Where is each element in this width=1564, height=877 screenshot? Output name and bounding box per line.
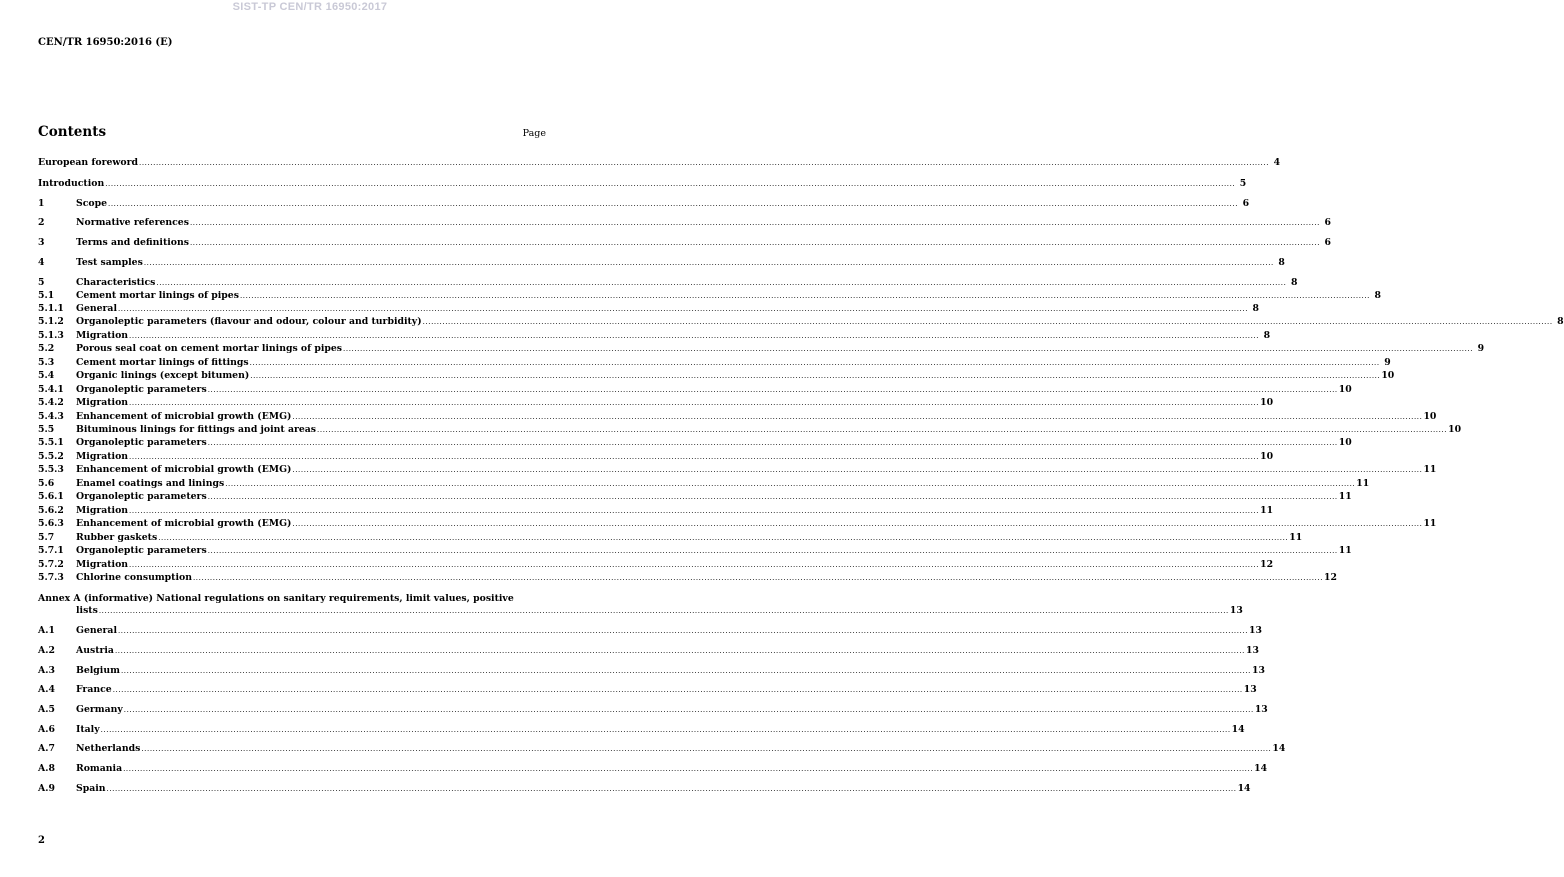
toc-entry[interactable] [38, 316, 1564, 328]
toc-entry-number: 5.5.1 [38, 437, 64, 448]
toc-entry[interactable] [38, 303, 1260, 315]
toc-entry-page: 10 [1338, 384, 1352, 395]
toc-entry-page: 14 [1254, 763, 1268, 774]
toc-entry-title: Romania [76, 763, 123, 774]
leader-dots: ................................................................................................................................................................................................................................................................................................................................................................................................................ [141, 745, 1272, 753]
toc-annex-title[interactable]: Annex A (informative) National regulations on sanitary requirements, limit values, positive [38, 593, 514, 604]
leader-dots: ................................................................................................................................................................................................................................................................................................................................................................................................................ [112, 686, 1243, 694]
toc-entry-page: 10 [1423, 411, 1437, 422]
toc-entry-number: 1 [38, 198, 45, 209]
leader-dots: ................................................................................................................................................................................................................................................................................................................................................................................................................ [98, 607, 1229, 615]
toc-entry-number: 5.6.2 [38, 505, 64, 516]
toc-entry-title: Netherlands [76, 743, 141, 754]
toc-entry-number: 5.1 [38, 290, 55, 301]
toc-entry-page: 11 [1289, 532, 1303, 543]
toc-entry-title: Migration [76, 451, 129, 462]
toc-entry-page: 12 [1260, 559, 1274, 570]
toc-entry-page: 8 [1557, 316, 1564, 327]
toc-entry-page: 6 [1242, 198, 1250, 209]
leader-dots: ................................................................................................................................................................................................................................................................................................................................................................................................................ [156, 279, 1287, 287]
toc-entry-title: Introduction [38, 178, 105, 189]
leader-dots: ................................................................................................................................................................................................................................................................................................................................................................................................................ [105, 180, 1236, 188]
toc-entry-page: 14 [1231, 724, 1245, 735]
toc-entry[interactable] [38, 397, 1274, 409]
toc-entry[interactable] [38, 277, 1298, 289]
toc-entry-number: 5.2 [38, 343, 55, 354]
toc-entry-title: Scope [76, 198, 107, 209]
toc-entry-page: 10 [1448, 424, 1462, 435]
toc-entry[interactable] [38, 464, 1437, 476]
toc-entry-page: 9 [1384, 357, 1391, 368]
toc-entry-title: Italy [76, 724, 100, 735]
leader-dots: ................................................................................................................................................................................................................................................................................................................................................................................................................ [192, 574, 1324, 582]
toc-entry-page: 13 [1254, 704, 1268, 715]
toc-entry-title: Characteristics [76, 277, 156, 288]
toc-entry-number: 5.3 [38, 357, 55, 368]
toc-entry-number: 4 [38, 257, 45, 268]
toc-entry-number: 5.4.1 [38, 384, 64, 395]
toc-entry-title: Terms and definitions [76, 237, 189, 248]
toc-entry-number: 5.5.2 [38, 451, 64, 462]
leader-dots: ................................................................................................................................................................................................................................................................................................................................................................................................................ [189, 219, 1320, 227]
leader-dots: ................................................................................................................................................................................................................................................................................................................................................................................................................ [343, 345, 1474, 353]
toc-entry[interactable] [38, 237, 1332, 249]
toc-entry-number: 5.4.2 [38, 397, 64, 408]
leader-dots: ................................................................................................................................................................................................................................................................................................................................................................................................................ [317, 426, 1448, 434]
leader-dots: ................................................................................................................................................................................................................................................................................................................................................................................................................ [189, 239, 1321, 247]
toc-entry-title: Organoleptic parameters [76, 491, 207, 502]
toc-entry[interactable] [38, 743, 1286, 755]
leader-dots: ................................................................................................................................................................................................................................................................................................................................................................................................................ [143, 259, 1274, 267]
toc-entry-title: Enamel coatings and linings [76, 478, 225, 489]
toc-entry-title: Belgium [76, 665, 120, 676]
toc-entry-page: 13 [1249, 625, 1262, 636]
toc-entry-number: 5.4.3 [38, 411, 64, 422]
toc-entry[interactable] [38, 545, 1352, 557]
toc-entry[interactable] [38, 198, 1250, 210]
toc-entry-number: A.1 [38, 625, 55, 636]
leader-dots: ................................................................................................................................................................................................................................................................................................................................................................................................................ [106, 785, 1237, 793]
toc-entry-page: 13 [1243, 684, 1257, 695]
leader-dots: ................................................................................................................................................................................................................................................................................................................................................................................................................ [225, 480, 1356, 488]
page-number: 2 [38, 835, 45, 846]
toc-entry-page: 11 [1338, 491, 1352, 502]
toc-entry-number: 5.6 [38, 478, 55, 489]
toc-entry[interactable] [38, 491, 1352, 503]
toc-entry-page: 14 [1237, 783, 1251, 794]
toc-entry-title: Rubber gaskets [76, 532, 158, 543]
toc-entry-number: 5.1.2 [38, 316, 64, 327]
toc-entry[interactable] [38, 665, 1265, 677]
toc-entry-title: Cement mortar linings of pipes [76, 290, 239, 301]
toc-entry-number: 5.7.1 [38, 545, 64, 556]
toc-entry-page: 13 [1229, 605, 1243, 616]
toc-entry[interactable] [38, 157, 1281, 169]
leader-dots: ................................................................................................................................................................................................................................................................................................................................................................................................................ [158, 534, 1289, 542]
toc-entry-page: 5 [1239, 178, 1247, 189]
leader-dots: ................................................................................................................................................................................................................................................................................................................................................................................................................ [207, 493, 1338, 501]
toc-entry-number: A.5 [38, 704, 55, 715]
toc-entry-number: A.2 [38, 645, 55, 656]
toc-entry-number: 5.4 [38, 370, 55, 381]
toc-entry-page: 4 [1273, 157, 1281, 168]
toc-entry[interactable] [38, 437, 1352, 449]
toc-entry[interactable] [38, 330, 1271, 342]
toc-entry[interactable] [38, 478, 1370, 490]
page-column-label: Page [522, 128, 546, 139]
toc-entry-title: General [76, 625, 117, 636]
leader-dots: ................................................................................................................................................................................................................................................................................................................................................................................................................ [123, 765, 1254, 773]
toc-entry-title: Test samples [76, 257, 143, 268]
toc-entry-number: A.6 [38, 724, 55, 735]
toc-entry-number: 5.1.3 [38, 330, 64, 341]
toc-entry-number: 5.5.3 [38, 464, 64, 475]
leader-dots: ................................................................................................................................................................................................................................................................................................................................................................................................................ [139, 159, 1270, 167]
toc-entry-title: lists [76, 605, 98, 616]
toc-entry-page: 8 [1290, 277, 1298, 288]
toc-entry-title: Migration [76, 505, 129, 516]
leader-dots: ................................................................................................................................................................................................................................................................................................................................................................................................................ [129, 561, 1260, 569]
toc-entry-number: A.8 [38, 763, 55, 774]
toc-entry-number: 3 [38, 237, 45, 248]
toc-entry[interactable] [38, 451, 1274, 463]
toc-entry[interactable] [38, 783, 1251, 795]
toc-entry[interactable] [38, 518, 1437, 530]
toc-entry[interactable] [38, 645, 1259, 657]
toc-entry-page: 13 [1246, 645, 1259, 656]
toc-entry[interactable] [38, 763, 1268, 775]
toc-entry-title: Migration [76, 559, 129, 570]
toc-entry-title: Organic linings (except bitumen) [76, 370, 250, 381]
contents-heading: Contents [38, 124, 107, 140]
toc-entry[interactable] [38, 505, 1274, 517]
leader-dots: ................................................................................................................................................................................................................................................................................................................................................................................................................ [422, 318, 1553, 326]
leader-dots: ................................................................................................................................................................................................................................................................................................................................................................................................................ [120, 667, 1251, 675]
toc-entry-page: 6 [1324, 237, 1332, 248]
toc-entry-title: Organoleptic parameters [76, 384, 207, 395]
toc-entry-title: Porous seal coat on cement mortar linings of pipes [76, 343, 343, 354]
toc-entry-title: Enhancement of microbial growth (EMG) [76, 518, 292, 529]
leader-dots: ................................................................................................................................................................................................................................................................................................................................................................................................................ [207, 439, 1338, 447]
toc-entry-page: 14 [1272, 743, 1286, 754]
leader-dots: ................................................................................................................................................................................................................................................................................................................................................................................................................ [117, 627, 1249, 635]
toc-entry[interactable] [38, 724, 1245, 736]
toc-entry-title: European foreword [38, 157, 138, 168]
toc-entry-title: Bituminous linings for fittings and joint areas [76, 424, 317, 435]
toc-entry-page: 8 [1374, 290, 1381, 301]
toc-entry-page: 10 [1260, 397, 1274, 408]
toc-entry-number: 5.6.3 [38, 518, 64, 529]
toc-entry-title: Normative references [76, 217, 189, 228]
toc-entry[interactable] [38, 572, 1337, 584]
toc-entry-number: 5.7.3 [38, 572, 64, 583]
toc-entry-number: 2 [38, 217, 45, 228]
toc-entry[interactable] [38, 217, 1331, 229]
document-id: CEN/TR 16950:2016 (E) [38, 37, 173, 48]
leader-dots: ................................................................................................................................................................................................................................................................................................................................................................................................................ [207, 547, 1338, 555]
toc-entry[interactable] [38, 178, 1247, 190]
leader-dots: ................................................................................................................................................................................................................................................................................................................................................................................................................ [108, 200, 1239, 208]
toc-entry-number: A.9 [38, 783, 55, 794]
leader-dots: ................................................................................................................................................................................................................................................................................................................................................................................................................ [117, 305, 1249, 313]
toc-entry-page: 11 [1356, 478, 1370, 489]
toc-entry-title: Spain [76, 783, 106, 794]
leader-dots: ................................................................................................................................................................................................................................................................................................................................................................................................................ [129, 332, 1260, 340]
toc-entry-title: General [76, 303, 117, 314]
toc-entry[interactable] [38, 290, 1381, 302]
toc-entry-page: 11 [1423, 518, 1437, 529]
leader-dots: ................................................................................................................................................................................................................................................................................................................................................................................................................ [129, 453, 1260, 461]
toc-entry-page: 13 [1251, 665, 1265, 676]
leader-dots: ................................................................................................................................................................................................................................................................................................................................................................................................................ [129, 399, 1260, 407]
toc-entry-number: 5.6.1 [38, 491, 64, 502]
leader-dots: ................................................................................................................................................................................................................................................................................................................................................................................................................ [249, 359, 1380, 367]
toc-entry-title: Cement mortar linings of fittings [76, 357, 249, 368]
toc-entry[interactable] [38, 411, 1437, 423]
toc-entry-number: 5 [38, 277, 45, 288]
toc-entry-page: 8 [1263, 330, 1271, 341]
toc-entry-title: Enhancement of microbial growth (EMG) [76, 411, 292, 422]
toc-entry[interactable] [38, 384, 1352, 396]
toc-entry-number: 5.1.1 [38, 303, 64, 314]
toc-entry[interactable] [38, 684, 1257, 696]
toc-entry-page: 10 [1260, 451, 1274, 462]
toc-entry-title: Organoleptic parameters (flavour and odour, colour and turbidity) [76, 316, 422, 327]
leader-dots: ................................................................................................................................................................................................................................................................................................................................................................................................................ [292, 520, 1423, 528]
toc-entry-page: 8 [1252, 303, 1260, 314]
toc-entry-title: Migration [76, 330, 129, 341]
toc-entry[interactable] [38, 424, 1462, 436]
toc-entry[interactable] [38, 532, 1303, 544]
toc-entry-title: Germany [76, 704, 123, 715]
toc-entry-number: 5.7 [38, 532, 55, 543]
toc-entry-page: 11 [1338, 545, 1352, 556]
leader-dots: ................................................................................................................................................................................................................................................................................................................................................................................................................ [207, 386, 1338, 394]
toc-entry-page: 10 [1381, 370, 1395, 381]
leader-dots: ................................................................................................................................................................................................................................................................................................................................................................................................................ [292, 466, 1423, 474]
leader-dots: ................................................................................................................................................................................................................................................................................................................................................................................................................ [292, 413, 1423, 421]
toc-entry-page: 10 [1338, 437, 1352, 448]
toc-entry-number: 5.7.2 [38, 559, 64, 570]
toc-entry-page: 9 [1477, 343, 1485, 354]
leader-dots: ................................................................................................................................................................................................................................................................................................................................................................................................................ [123, 706, 1254, 714]
toc-entry-page: 11 [1260, 505, 1274, 516]
leader-dots: ................................................................................................................................................................................................................................................................................................................................................................................................................ [250, 372, 1381, 380]
toc-entry-page: 11 [1423, 464, 1437, 475]
leader-dots: ................................................................................................................................................................................................................................................................................................................................................................................................................ [129, 507, 1260, 515]
toc-entry-page: 8 [1278, 257, 1285, 268]
toc-entry-title: Enhancement of microbial growth (EMG) [76, 464, 292, 475]
toc-entry[interactable] [38, 370, 1395, 382]
toc-entry-title: Migration [76, 397, 129, 408]
toc-entry[interactable] [38, 605, 1243, 617]
toc-entry-number: 5.5 [38, 424, 55, 435]
toc-entry[interactable] [38, 625, 1262, 637]
toc-entry[interactable] [38, 257, 1285, 269]
toc-entry-number: A.3 [38, 665, 55, 676]
toc-entry[interactable] [38, 343, 1485, 355]
leader-dots: ................................................................................................................................................................................................................................................................................................................................................................................................................ [100, 726, 1231, 734]
toc-entry[interactable] [38, 559, 1274, 571]
toc-entry-title: Organoleptic parameters [76, 437, 207, 448]
toc-entry-number: A.7 [38, 743, 55, 754]
toc-entry-page: 6 [1324, 217, 1331, 228]
toc-entry[interactable] [38, 357, 1391, 369]
toc-entry-title: France [76, 684, 112, 695]
toc-entry-number: A.4 [38, 684, 55, 695]
leader-dots: ................................................................................................................................................................................................................................................................................................................................................................................................................ [114, 647, 1246, 655]
leader-dots: ................................................................................................................................................................................................................................................................................................................................................................................................................ [239, 292, 1370, 300]
toc-entry-title: Austria [76, 645, 114, 656]
toc-entry-page: 12 [1324, 572, 1337, 583]
watermark: SIST-TP CEN/TR 16950:2017 [232, 1, 388, 13]
toc-entry-title: Organoleptic parameters [76, 545, 207, 556]
toc-entry[interactable] [38, 704, 1268, 716]
toc-entry-title: Chlorine consumption [76, 572, 192, 583]
